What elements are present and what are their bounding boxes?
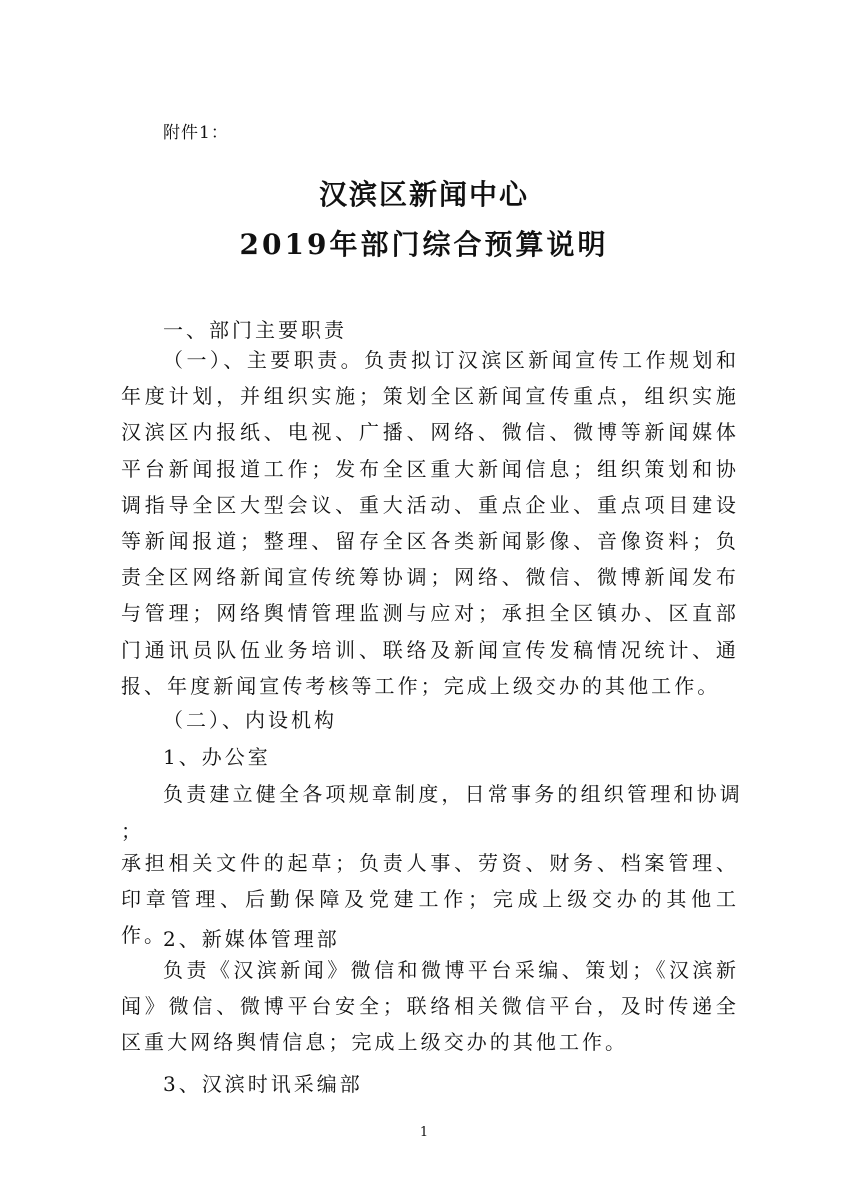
unit1-line2: ； xyxy=(121,819,144,843)
unit1-line1: 负责建立健全各项规章制度，日常事务的组织管理和协调 xyxy=(163,782,743,806)
section1-heading: 一、部门主要职责 xyxy=(163,318,347,342)
unit1-heading: 1、办公室 xyxy=(163,745,271,769)
document-title-line2: 2019年部门综合预算说明 xyxy=(239,228,609,261)
unit2-heading: 2、新媒体管理部 xyxy=(163,927,340,951)
section2-heading: （二）、内设机构 xyxy=(163,708,337,732)
document-title-line1: 汉滨区新闻中心 xyxy=(318,178,529,211)
page-number: 1 xyxy=(419,1125,429,1140)
section1-paragraph: （一）、主要职责。负责拟订汉滨区新闻宣传工作规划和年度计划，并组织实施；策划全区新闻宣传重点，组织实施汉滨区内报纸、电视、广播、网络、微信、微博等新闻媒体平台新闻报道工作；发布全区重大新闻信息；组织策划和协调指导全区大型会议、重大活动、重点企业、重点项目建设等新闻报道；整理、留存全区各类新闻影像、音像资料；负责全区网络新闻宣传统筹协调；网络、微信、微博新闻发布与管理；网络舆情管理监测与应对；承担全区镇办、区直部门通讯员队伍业务培训、联络及新闻宣传发稿情况统计、通报、年度新闻宣传考核等工作；完成上级交办的其他工作。 xyxy=(121,348,739,698)
attachment-label: 附件1： xyxy=(163,123,229,143)
unit1-line3: 承担相关文件的起草；负责人事、劳资、财务、档案管理、印章管理、后勤保障及党建工作；完成上级交办的其他工作。 xyxy=(121,851,739,948)
unit3-heading: 3、汉滨时讯采编部 xyxy=(163,1072,363,1096)
unit2-paragraph: 负责《汉滨新闻》微信和微博平台采编、策划；《汉滨新闻》微信、微博平台安全；联络相关微信平台，及时传递全区重大网络舆情信息；完成上级交办的其他工作。 xyxy=(121,958,739,1055)
